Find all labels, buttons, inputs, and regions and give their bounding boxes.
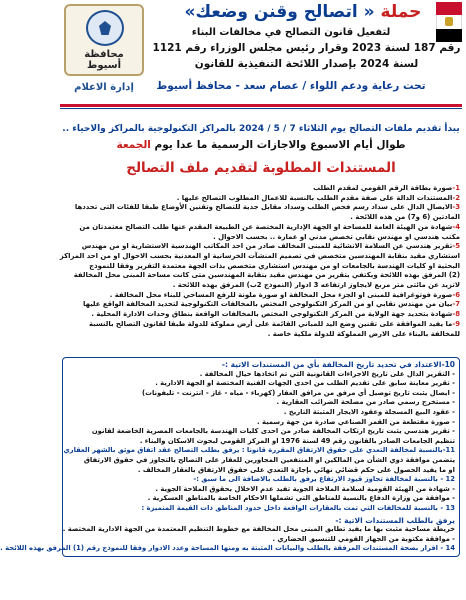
header-line-3: لسنة 2024 بإصدار اللائحة التنفيذية للقانون bbox=[194, 58, 419, 70]
header-divider bbox=[60, 104, 462, 107]
section-10-box bbox=[0, 357, 460, 557]
list-item: (2) المرفق بهذه اللائحة ويكتفي بتقرير من مهندس مقيد بنقابة المهندسين متى كانت مساحة المبنى محل المخالفة bbox=[73, 271, 460, 280]
list-item: لاتزيد عن مائتى متر مربع لايجاوز ارتفاعه 3 ادوار (النموذج 2ب) المرفق بهذه اللائحة . bbox=[172, 281, 460, 290]
list-item: 4-شهادة من الهيئة العامة للمساحة او الجهة الإدارية المختصة عن الطبيعة المقدم عنها طلب التصالح معتمدتان من bbox=[79, 222, 460, 231]
logo-text: محافظة أسيوط bbox=[84, 49, 124, 71]
list-item: 14 - اقرار بصحة المستندات المرفقة بالطلب والبيانات المثبتة به ومنها المساحة وعدد الادوار وفقا للنموذج رقم (1) المرفق بهذه اللائحة . bbox=[0, 544, 455, 553]
intro-line-2-text: طوال أيام الاسبوع والاجازات الرسمية ما عدا يوم bbox=[150, 139, 406, 151]
list-item: 9-ما يفيد الموافقة على تقنين وضع اليد للمباني القائمة على أرض مملوكة للدولة طبقا لقانون التصالح بالنسبة للمخالفة بالبناء على الارض المملوكة للدولة ملكية خاصة . bbox=[88, 319, 460, 338]
list-item: 12 - بالنسبة لمخالفة تجاوز قيود الارتفاع يرفق بالطلب بالاضافة الى ما سبق :- bbox=[193, 475, 455, 484]
documents-list bbox=[59, 184, 460, 339]
list-item: - التقرير الدال على تاريخ الاجراءات القانونية التي تم اتخاذها حيال المخالفة . bbox=[199, 369, 455, 378]
list-item: تنظيم الجامعات الصادر بالقانون رقم 49 لسنة 1976 او المركز القومي لبحوث الاسكان والبناء . bbox=[139, 436, 455, 445]
list-item: او ما يفيد الحصول على حكم قضائي نهائي بإجازة التعدي على حقوق الارتفاق بالعقار المخالف . bbox=[137, 465, 455, 474]
documents-title: المستندات المطلوبة لتقديم ملف التصالح bbox=[126, 160, 396, 176]
egypt-flag-icon bbox=[436, 2, 462, 42]
header-line-2: رقم 187 لسنة 2023 وقرار رئيس مجلس الوزراء رقم 1121 bbox=[152, 42, 461, 54]
list-item: البحثية او كليات الهندسة بالجامعات او من مهندس استشاري متخصص بذات الجهة معتمدة التقرير وفقا للنموذج bbox=[89, 261, 460, 270]
list-item: - صورة مقتطعة من القمر الصناعي صادرة من جهة رسمية . bbox=[257, 417, 455, 426]
list-item: مكتب هندسي او مهندس نقابي تخصص مدني او عمارة .. بحسب الاحوال . bbox=[213, 232, 460, 241]
sponsor-line: تحت رعاية ودعم اللواء / عصام سعد - محافظ أسيوط bbox=[156, 80, 426, 92]
list-item: 2-المستندات الدالة على صفة مقدم الطلب بالنسبة للاعمال المطلوب التصالح عليها . bbox=[176, 193, 460, 202]
header-divider-thin bbox=[60, 108, 462, 109]
list-item: 1-صورة بطاقة الرقم القومي لمقدم الطلب bbox=[313, 184, 460, 192]
governorate-logo bbox=[64, 4, 144, 76]
list-item: 5-تقرير هندسي عن السلامة الانشائية للمبنى المخالف صادر من احد المكاتب الهندسية الاستشارية او من مهندس bbox=[81, 242, 460, 251]
list-item: خريطة مساحية مثبت بها ما يفيد تطابق المبنى محل المخالفة مع خطوط التنظيم المعتمدة من الجهة الادارية المختصة . bbox=[62, 525, 455, 534]
list-item: - موافقة من وزارة الدفاع بالنسبة للمناطق التي تشملها الاحكام الخاصة بالمناطق العسكرية . bbox=[147, 494, 455, 503]
list-item: يتضمن موافقة ذوي الشأن من المالكين او المنتفعين المجاورين للعقار على التصالح بالتجاوز في حقوق الارتفاق bbox=[83, 455, 455, 464]
list-item: - مستخرج رسمي صادر من مصلحة الضرائب العقارية . bbox=[276, 398, 455, 407]
list-item: 11-بالنسبة لمخالفة التعدي على حقوق الارتفاق المقررة قانونا : يرفق بطلب التصالح عقد اتفاق موثق بالشهر العقاري bbox=[63, 446, 455, 455]
list-item: 13 - بالنسبة للمخالفات التي تمت بالعقارات الواقعة داخل حدود المناطق ذات القيمة المتميزة : bbox=[141, 503, 455, 512]
list-item: - تقرير معاينة سابق على تقديم الطلب من احدى الجهات الفنية المختصة او الجهة الادارية . bbox=[155, 379, 455, 388]
header-line-1: لتفعيل قانون التصالح في مخالفات البناء bbox=[191, 27, 391, 38]
section-10-list bbox=[0, 369, 455, 554]
list-item: 6-صورة فوتوغرافية للمبنى او الجزء محل المخالفة او صورة ملونة للرفع المساحي للبناء محل المخالفة . bbox=[109, 290, 460, 299]
list-item: - عقود البيع المسجلة وعقود الايجار المثبتة التاريخ . bbox=[283, 407, 455, 416]
list-item: استشاري مقيد بنقابة المهندسين متخصص في تصميم المنشآت الخرسانية او المعدنية بحسب الاحوال او من احد المراكز bbox=[59, 251, 460, 260]
section-extra-heading: يرفق بالطلب المستندات الاتية :- bbox=[335, 515, 455, 525]
list-item: - شهادة من الهيئة القومية لسلامة الملاحة الجوية تفيد عدم الاخلال بحقوق الملاحة الجوية . bbox=[155, 484, 455, 493]
governorate-emblem-icon bbox=[86, 10, 124, 46]
list-item: 3-الايصال الدال على سداد رسم فحص الطلب وسداد مقابل جدية للتصالح وتقنين الأوضاع طبقا للفئات التى تحددها bbox=[74, 203, 460, 212]
list-item: المادتين (6 و7) من هذه اللائحة . bbox=[350, 213, 460, 222]
header bbox=[56, 0, 466, 112]
intro-line-2 bbox=[62, 139, 460, 151]
media-department: إدارة الاعلام bbox=[74, 82, 134, 93]
campaign-word: حملة bbox=[380, 2, 422, 22]
list-item: - تقرير هندسي يثبت تاريخ ارتكاب المخالفة صادر من احدى كليات الهندسة بالجامعات المصرية الخاضعة لقانون bbox=[91, 427, 455, 436]
campaign-slogan: « اتصالح وقنن وضعك» bbox=[184, 2, 375, 22]
list-item: 7-بيان من مهندس نقابي او من المركز التكنولوجي المختص بالمخالفات التكنولوجية لتحديد المخالفة الواقع عليها bbox=[82, 300, 460, 309]
list-item: - موافقة مكتوبة من الجهاز القومي للتنسيق الحضاري . bbox=[272, 534, 455, 543]
intro-line-1: يبدأ تقديم ملفات التصالح يوم الثلاثاء 7 / 5 / 2024 بالمراكز التكنولوجية بالمراكز والاحياء .. bbox=[62, 124, 460, 134]
campaign-title bbox=[176, 2, 430, 22]
list-item: 8-شهادة بتحديد جهة الولاية من المركز التكنولوجي المختص بالمخالفات الواقعة بنطاق وحدات الادارة المحلية . bbox=[91, 310, 460, 319]
intro-friday: الجمعة bbox=[116, 139, 151, 151]
list-item: - ايصال يثبت تاريخ توصيل أي مرفق من مرافق العقار (كهرباء - مياه - غاز - انترنت - تليفونات) bbox=[142, 388, 455, 397]
section-10-heading: 10-الاعتداد في تحديد تاريخ المخالفة بأي من المستندات الاتية :- bbox=[221, 360, 455, 369]
